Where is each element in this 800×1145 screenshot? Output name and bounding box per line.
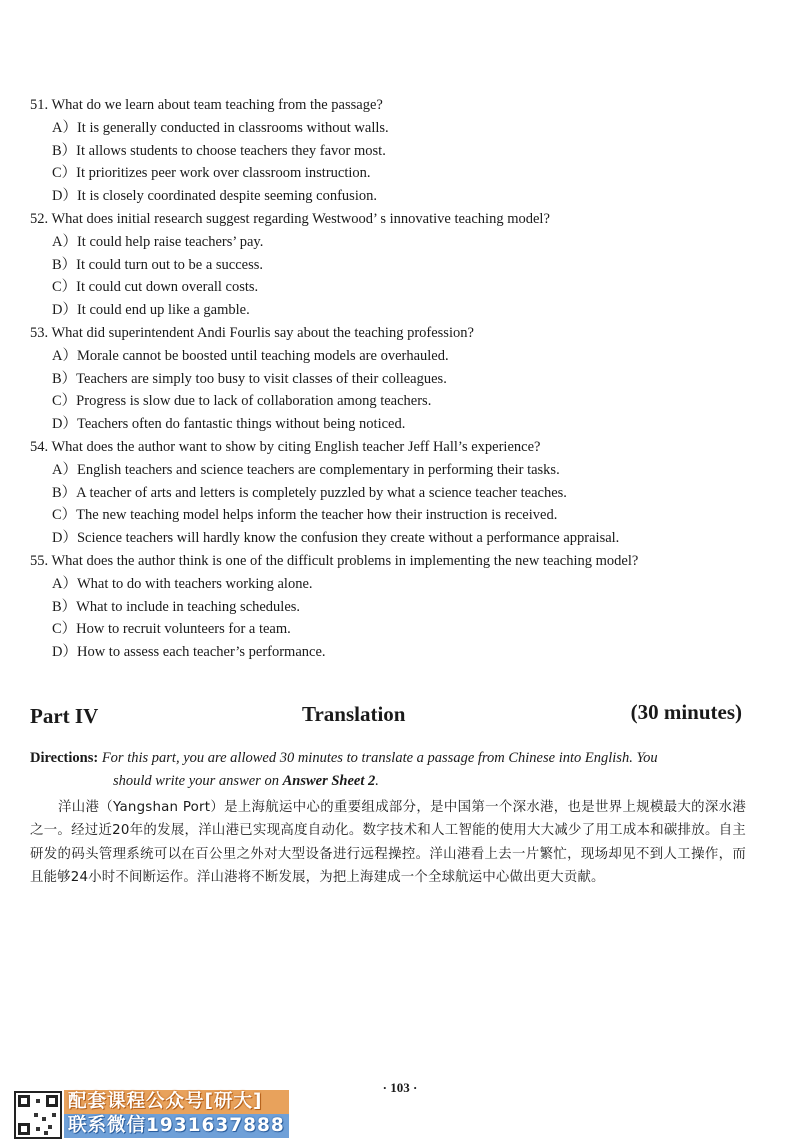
translation-passage: 洋山港（Yangshan Port）是上海航运中心的重要组成部分，是中国第一个深水港，也是世界上规模最大的深水港之一。经过近20年的发展，洋山港已实现高度自动化。数字技术和人工智能的使用大大减少了用工成本和碳排放。自主研发的码头管理系统可以在百公里之外对大型设备进行远程操控。洋山港看上去一片繁忙，现场却见不到人工操作，而且能够24小时不间断运作。洋山港将不断发展，为把上海建成一个全球航运中心做出更大贡献。 — [30, 800, 746, 886]
directions-line-1: For this part, you are allowed 30 minutes to translate a passage from Chinese into English. You — [101, 750, 658, 766]
watermark-promo — [64, 1090, 289, 1138]
watermark-line-2: 联系微信1931637888 — [64, 1114, 289, 1138]
part-number: Part IV — [30, 704, 99, 728]
option-b: B）A teacher of arts and letters is completely puzzled by what a science teacher teaches. — [52, 484, 567, 501]
directions-label: Directions: — [30, 750, 99, 766]
option-d: D）How to assess each teacher’s performance. — [52, 644, 326, 661]
answer-sheet-ref: Answer Sheet 2 — [282, 773, 376, 789]
question-51 — [30, 94, 770, 208]
page-number: · 103 · — [382, 1080, 418, 1095]
option-c: C）It could cut down overall costs. — [52, 279, 259, 296]
question-54 — [30, 436, 770, 550]
option-a: A）It could help raise teachers’ pay. — [52, 233, 264, 250]
option-a: A）Morale cannot be boosted until teaching models are overhauled. — [52, 347, 449, 364]
question-stem: 52. What does initial research suggest regarding Westwood’ s innovative teaching model? — [30, 210, 550, 227]
option-b: B）It could turn out to be a success. — [52, 256, 264, 273]
qr-code-icon — [14, 1091, 62, 1139]
option-b: B）Teachers are simply too busy to visit classes of their colleagues. — [52, 370, 447, 387]
directions — [30, 747, 750, 793]
option-c: C）It prioritizes peer work over classroom instruction. — [52, 165, 371, 182]
directions-period: . — [375, 773, 379, 789]
option-a: A）What to do with teachers working alone. — [52, 575, 313, 592]
question-stem: 55. What does the author think is one of the difficult problems in implementing the new teaching model? — [30, 552, 639, 569]
question-55 — [30, 550, 770, 664]
part-header — [30, 700, 742, 738]
question-list — [30, 94, 770, 664]
question-53 — [30, 322, 770, 436]
directions-line-2: should write your answer on — [113, 773, 283, 789]
question-stem: 54. What does the author want to show by citing English teacher Jeff Hall’s experience? — [30, 438, 541, 455]
option-a: A）It is generally conducted in classrooms without walls. — [52, 119, 389, 136]
watermark-line-1: 配套课程公众号[研大] — [64, 1090, 289, 1114]
option-d: D）It is closely coordinated despite seeming confusion. — [52, 188, 377, 205]
option-d: D）It could end up like a gamble. — [52, 302, 250, 319]
question-stem: 51. What do we learn about team teaching from the passage? — [30, 97, 383, 113]
option-d: D）Teachers often do fantastic things without being noticed. — [52, 416, 406, 433]
option-b: B）What to include in teaching schedules. — [52, 598, 301, 615]
question-52 — [30, 208, 770, 322]
part-time: (30 minutes) — [630, 700, 742, 724]
option-b: B）It allows students to choose teachers they favor most. — [52, 142, 386, 159]
question-stem: 53. What did superintendent Andi Fourlis say about the teaching profession? — [30, 324, 474, 341]
option-c: C）How to recruit volunteers for a team. — [52, 621, 291, 638]
option-c: C）Progress is slow due to lack of collaboration among teachers. — [52, 393, 432, 410]
part-title: Translation — [302, 702, 406, 726]
option-a: A）English teachers and science teachers are complementary in performing their tasks. — [52, 461, 560, 478]
option-d: D）Science teachers will hardly know the confusion they create without a performance appraisal. — [52, 530, 620, 547]
option-c: C）The new teaching model helps inform the teacher how their instruction is received. — [52, 507, 558, 524]
